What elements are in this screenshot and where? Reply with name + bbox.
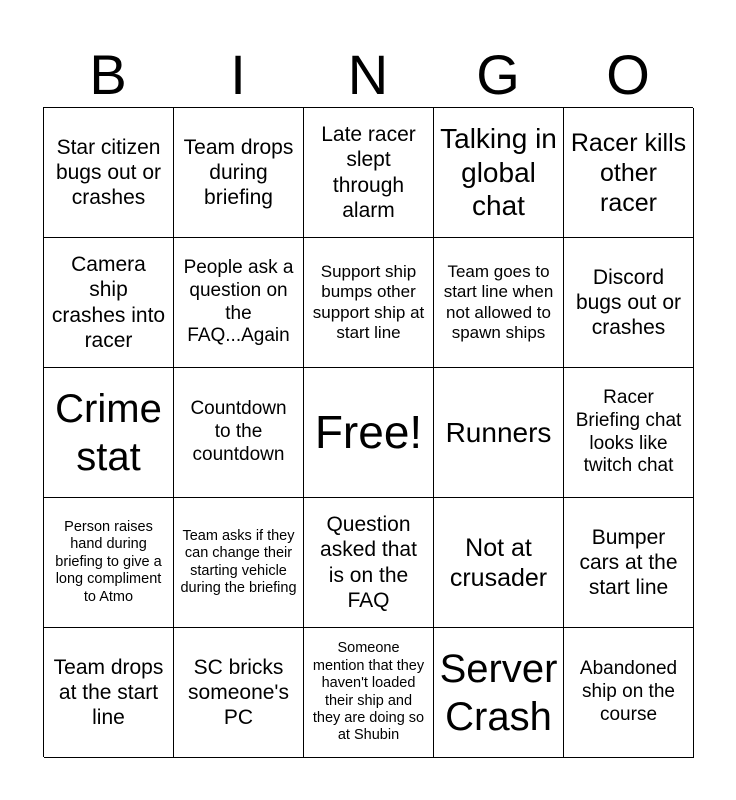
cell-text: Question asked that is on the FAQ [320, 513, 417, 612]
bingo-cell-r5-c1[interactable] [44, 628, 174, 758]
bingo-cell-r2-c3[interactable] [304, 238, 434, 368]
cell-text: Server Crash [439, 646, 558, 739]
cell-text: Team drops at the start line [53, 655, 164, 730]
cell-text: Camera ship crashes into racer [51, 253, 166, 352]
header-letter-g: G [476, 43, 520, 106]
bingo-cell-r3-c2[interactable] [174, 368, 304, 498]
bingo-cell-r5-c5[interactable] [564, 628, 694, 758]
cell-text: Team drops during briefing [183, 135, 294, 210]
bingo-cell-r2-c1[interactable] [44, 238, 174, 368]
bingo-cell-r2-c5[interactable] [564, 238, 694, 368]
bingo-cell-r4-c4[interactable] [434, 498, 564, 628]
cell-text: Crime stat [55, 386, 162, 479]
header-letter-i: I [230, 43, 246, 106]
header-letter-n: N [347, 43, 389, 106]
bingo-cell-r4-c5[interactable] [564, 498, 694, 628]
cell-text: Person raises hand during briefing to give a long compliment to Atmo [55, 519, 162, 605]
cell-text: Bumper cars at the start line [579, 525, 678, 600]
cell-text: Star citizen bugs out or crashes [55, 135, 162, 210]
bingo-cell-r5-c4[interactable] [434, 628, 564, 758]
cell-text: Runners [445, 416, 552, 448]
bingo-cell-r4-c1[interactable] [44, 498, 174, 628]
bingo-cell-r4-c2[interactable] [174, 498, 304, 628]
cell-text: People ask a question on the FAQ...Again [183, 256, 294, 347]
bingo-cell-r1-c4[interactable] [434, 108, 564, 238]
cell-text: Team asks if they can change their starting vehicle during the briefing [180, 527, 297, 596]
bingo-cell-r1-c2[interactable] [174, 108, 304, 238]
cell-text: Team goes to start line when not allowed to spawn ships [443, 261, 554, 342]
cell-text: SC bricks someone's PC [188, 655, 289, 730]
cell-text: Abandoned ship on the course [579, 658, 678, 725]
bingo-cell-r3-c5[interactable] [564, 368, 694, 498]
bingo-cell-r5-c2[interactable] [174, 628, 304, 758]
header-letter-b: B [89, 43, 127, 106]
cell-text: Not at crusader [449, 533, 548, 592]
cell-text: Countdown to the countdown [190, 398, 287, 465]
header-letter-o: O [606, 43, 650, 106]
bingo-cell-r3-c4[interactable] [434, 368, 564, 498]
free-space-text: Free! [314, 405, 423, 458]
bingo-cell-r4-c3[interactable] [304, 498, 434, 628]
cell-text: Racer Briefing chat looks like twitch chat [575, 386, 682, 477]
cell-text: Support ship bumps other support ship at start line [312, 261, 425, 342]
bingo-cell-r1-c1[interactable] [44, 108, 174, 238]
bingo-cell-r3-c3-free[interactable] [304, 368, 434, 498]
cell-text: Talking in global chat [440, 123, 557, 222]
bingo-cell-r2-c2[interactable] [174, 238, 304, 368]
cell-text: Someone mention that they haven't loaded their ship and they are doing so at Shubin [312, 640, 425, 744]
cell-text: Late racer slept through alarm [321, 123, 416, 222]
bingo-cell-r5-c3[interactable] [304, 628, 434, 758]
bingo-cell-r1-c3[interactable] [304, 108, 434, 238]
bingo-cell-r3-c1[interactable] [44, 368, 174, 498]
bingo-header [43, 44, 693, 106]
cell-text: Discord bugs out or crashes [575, 265, 682, 340]
cell-text: Racer kills other racer [570, 128, 687, 217]
bingo-cell-r1-c5[interactable] [564, 108, 694, 238]
bingo-board [43, 107, 693, 757]
bingo-cell-r2-c4[interactable] [434, 238, 564, 368]
